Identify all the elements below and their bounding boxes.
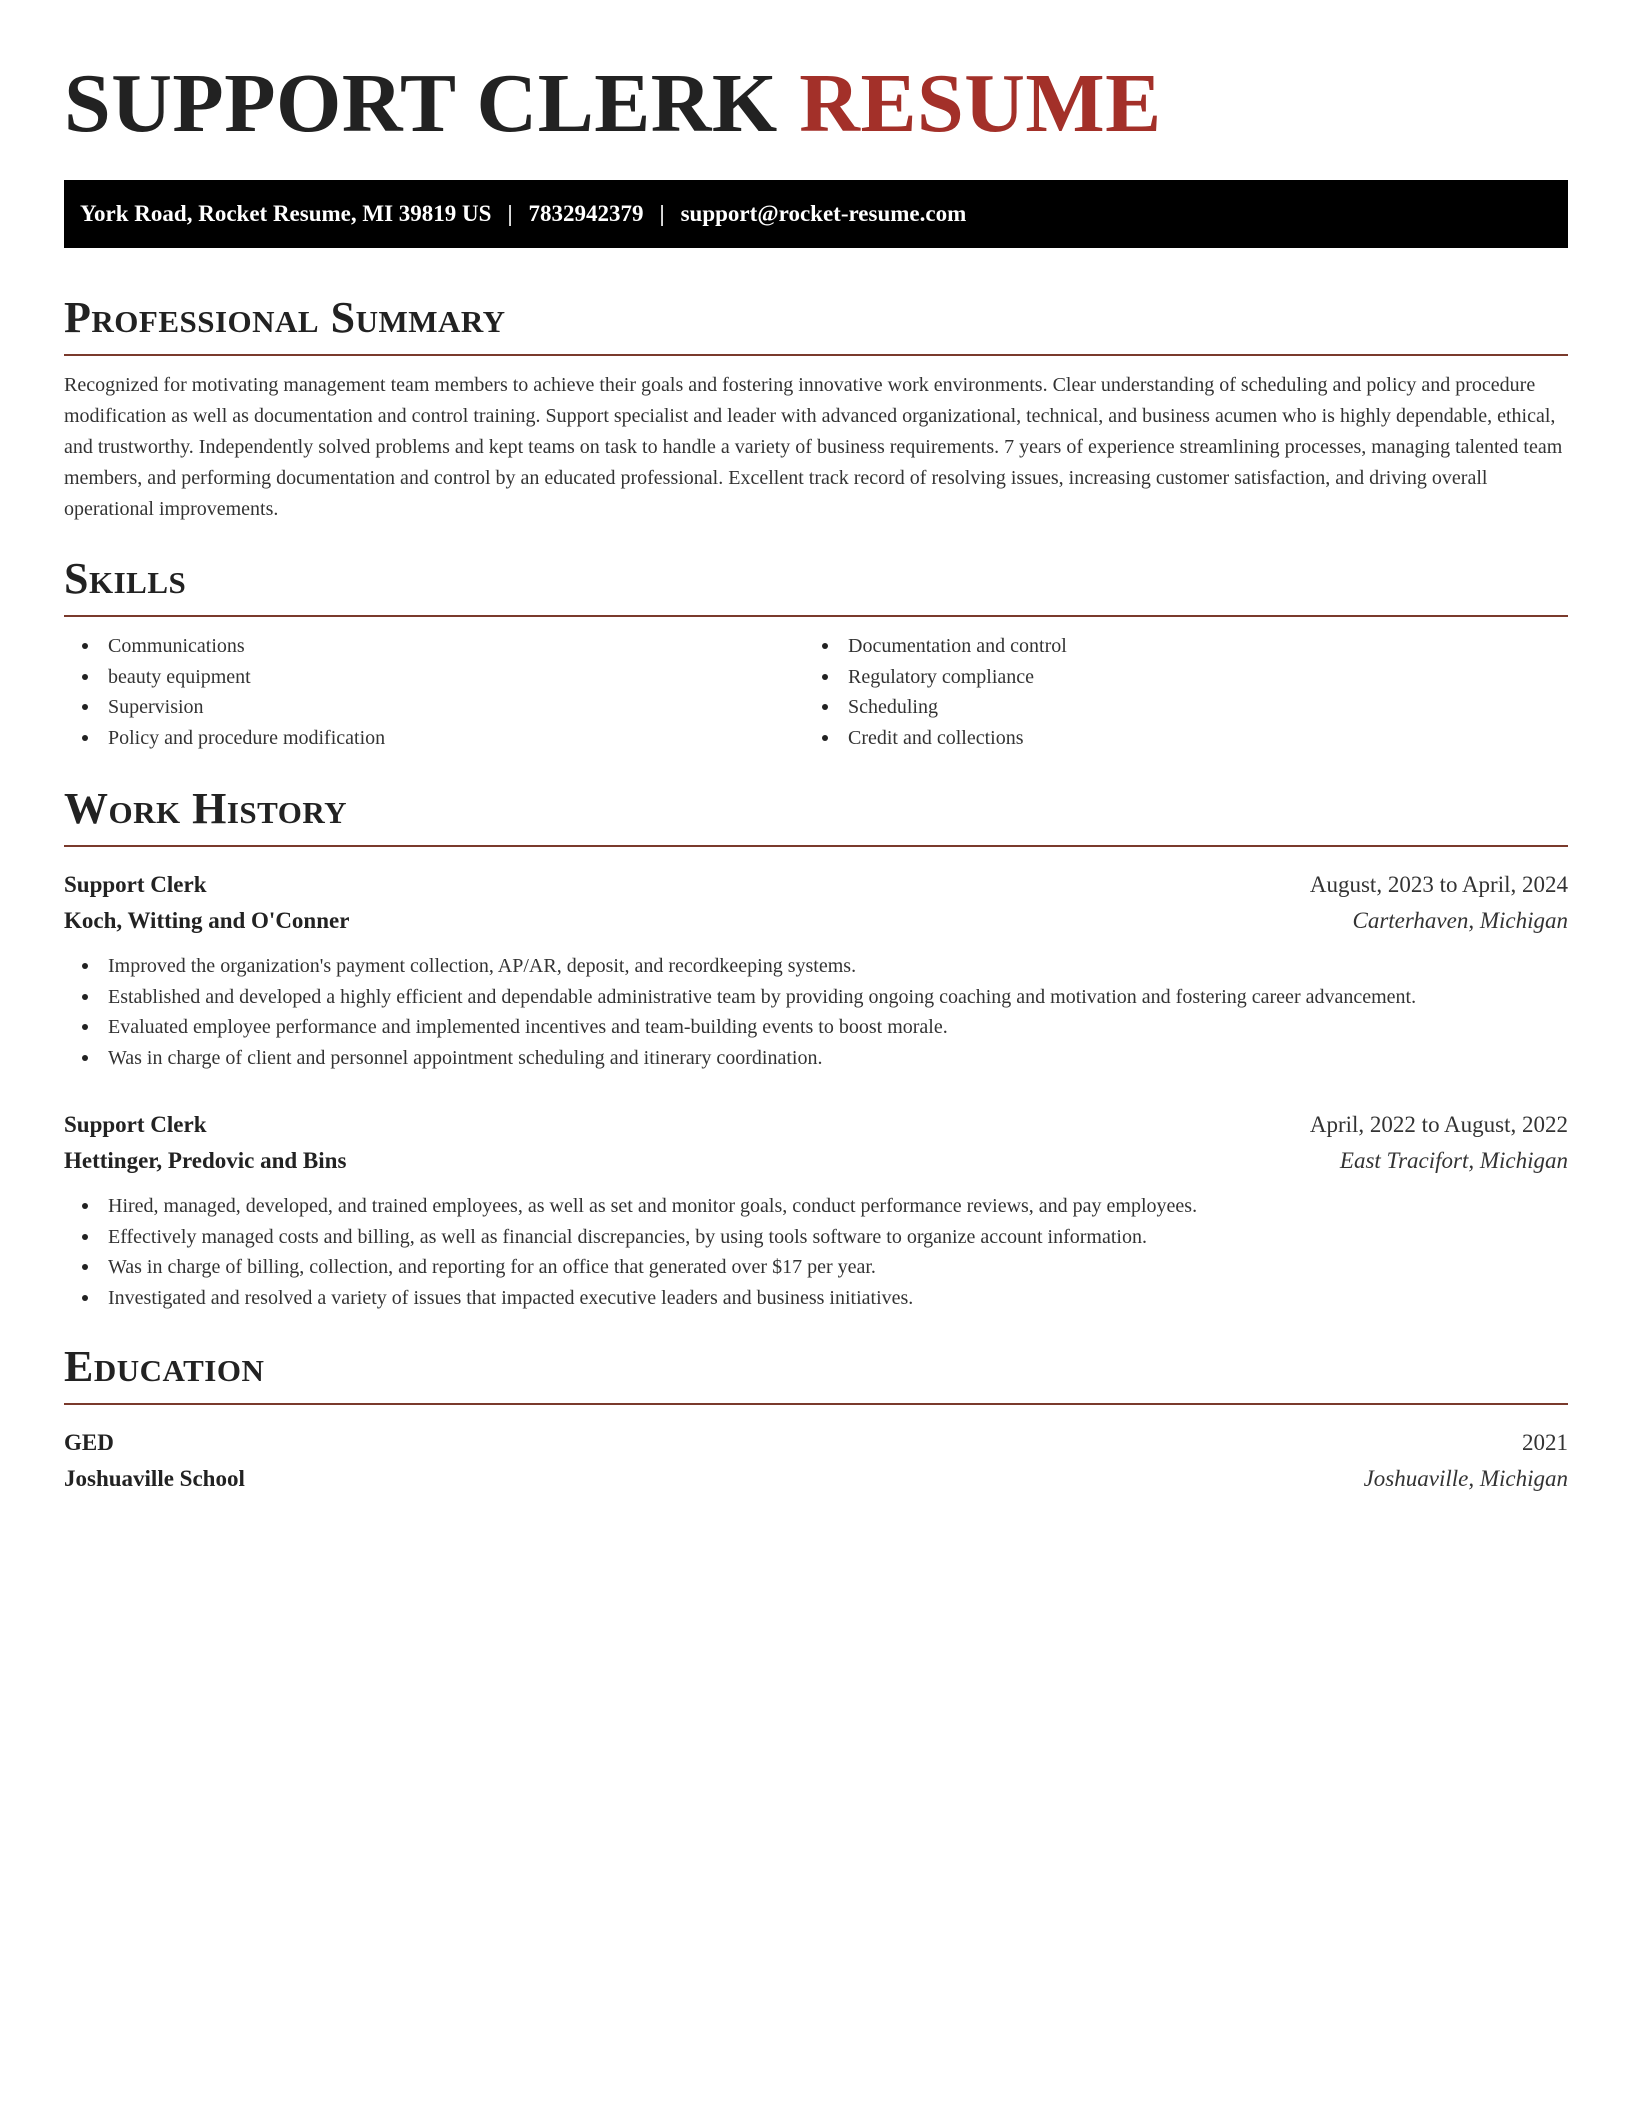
job-header-row <box>64 867 1568 903</box>
job-title: Support Clerk <box>64 872 207 897</box>
skill-item: Regulatory compliance <box>804 662 1544 693</box>
contact-separator: | <box>507 201 513 226</box>
job-bullets <box>64 1191 1568 1313</box>
job-bullet: Effectively managed costs and billing, as well as financial discrepancies, by using tools software to organize account information. <box>64 1222 1568 1253</box>
job-company: Hettinger, Predovic and Bins <box>64 1148 347 1173</box>
education-location: Joshuaville, Michigan <box>1363 1466 1568 1491</box>
job-bullet: Was in charge of billing, collection, and reporting for an office that generated over $17 per year. <box>64 1252 1568 1283</box>
job-entry <box>64 867 1568 1073</box>
title-accent: RESUME <box>799 57 1162 150</box>
job-bullet: Investigated and resolved a variety of issues that impacted executive leaders and business initiatives. <box>64 1283 1568 1314</box>
resume-title <box>64 58 1568 150</box>
job-dates: April, 2022 to August, 2022 <box>1309 1112 1568 1137</box>
job-company-row <box>64 1143 1568 1179</box>
job-company-row <box>64 903 1568 939</box>
contact-bar <box>64 180 1568 248</box>
education-school-row <box>64 1461 1568 1497</box>
education-degree: GED <box>64 1430 114 1455</box>
skill-item: Communications <box>64 631 804 662</box>
job-company: Koch, Witting and O'Conner <box>64 908 350 933</box>
skills-heading: Skills <box>64 553 1568 617</box>
skill-item: Scheduling <box>804 692 1544 723</box>
job-header-row <box>64 1107 1568 1143</box>
skill-item: Policy and procedure modification <box>64 723 804 754</box>
summary-heading: Professional Summary <box>64 292 1568 356</box>
job-location: East Tracifort, Michigan <box>1339 1148 1568 1173</box>
summary-section <box>64 292 1568 525</box>
summary-text: Recognized for motivating management team members to achieve their goals and fostering innovative work environments. Clear understanding of scheduling and policy and procedure modification as well as documentation and control training. Support specialist and leader with advanced organizational, technical, and business acumen who is highly dependable, ethical, and trustworthy. Independently solved problems and kept teams on task to handle a variety of business requirements. 7 years of experience streamlining processes, managing talented team members, and performing documentation and control by an educated professional. Excellent track record of resolving issues, increasing customer satisfaction, and driving overall operational improvements. <box>64 374 1563 520</box>
skill-item: Supervision <box>64 692 804 723</box>
contact-separator: | <box>659 201 665 226</box>
skills-column-left <box>64 631 804 753</box>
work-history-section <box>64 783 1568 1313</box>
job-entry <box>64 1107 1568 1313</box>
skills-column-right <box>804 631 1544 753</box>
skill-item: Credit and collections <box>804 723 1544 754</box>
education-school: Joshuaville School <box>64 1466 245 1491</box>
job-bullet: Was in charge of client and personnel appointment scheduling and itinerary coordination. <box>64 1043 1568 1074</box>
education-section <box>64 1341 1568 1497</box>
contact-address: York Road, Rocket Resume, MI 39819 US <box>80 201 492 226</box>
skill-item: beauty equipment <box>64 662 804 693</box>
resume-page <box>64 0 1568 1497</box>
education-year: 2021 <box>1522 1430 1568 1455</box>
skill-item: Documentation and control <box>804 631 1544 662</box>
skills-section <box>64 553 1568 753</box>
job-location: Carterhaven, Michigan <box>1352 908 1568 933</box>
work-history-heading: Work History <box>64 783 1568 847</box>
job-bullet: Hired, managed, developed, and trained employees, as well as set and monitor goals, conduct performance reviews, and pay employees. <box>64 1191 1568 1222</box>
job-bullets <box>64 951 1568 1073</box>
job-bullet: Evaluated employee performance and implemented incentives and team-building events to boost morale. <box>64 1012 1568 1043</box>
job-bullet: Improved the organization's payment collection, AP/AR, deposit, and recordkeeping systems. <box>64 951 1568 982</box>
education-header-row <box>64 1425 1568 1461</box>
job-title: Support Clerk <box>64 1112 207 1137</box>
education-entry <box>64 1425 1568 1497</box>
job-dates: August, 2023 to April, 2024 <box>1309 872 1568 897</box>
title-main: SUPPORT CLERK <box>64 57 778 150</box>
education-heading: Education <box>64 1341 1568 1405</box>
skills-grid <box>64 631 1568 753</box>
contact-phone: 7832942379 <box>528 201 644 226</box>
job-bullet: Established and developed a highly efficient and dependable administrative team by providing ongoing coaching and motivation and fostering career advancement. <box>64 982 1568 1013</box>
contact-email: support@rocket-resume.com <box>680 201 967 226</box>
